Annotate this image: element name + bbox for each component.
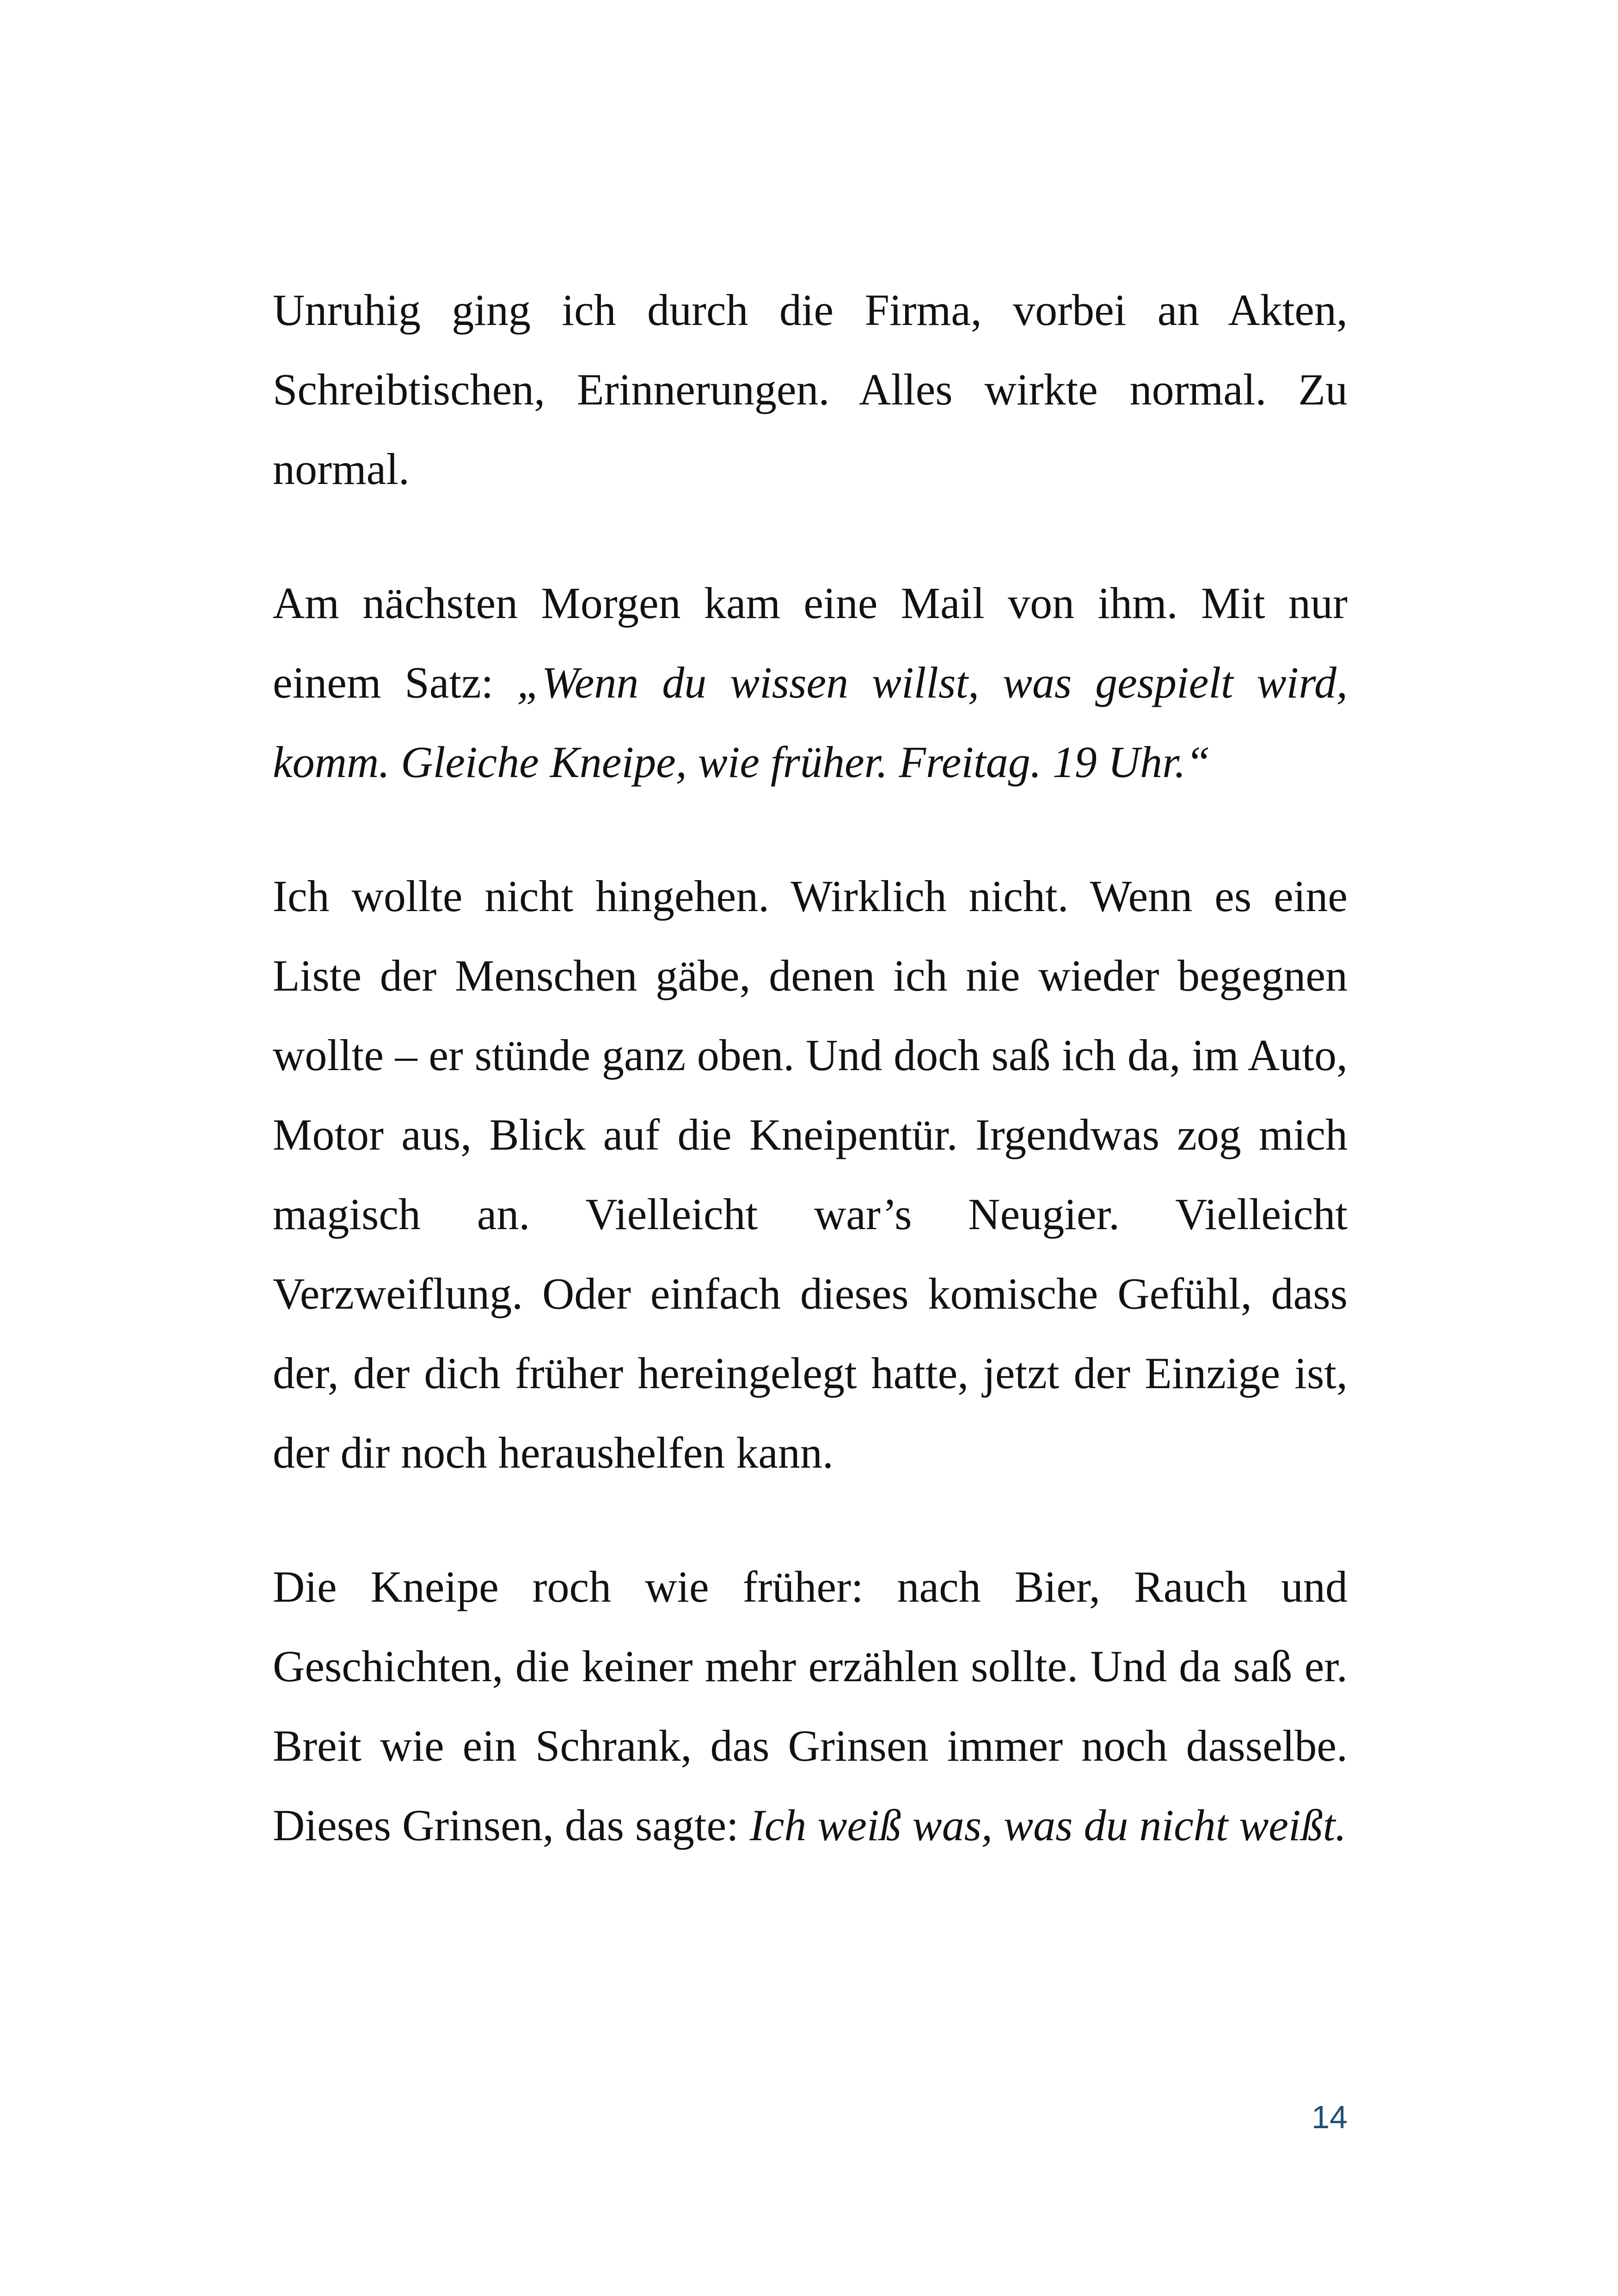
paragraph-4-italic: Ich weiß was, was du nicht weißt. [749,1800,1347,1850]
paragraph-3-text: Ich wollte nicht hingehen. Wirklich nicht. Wenn es eine Liste der Menschen gäbe, denen ich nie wieder begegnen wollte – er stünde ganz oben. Und doch saß ich da, im Auto, Motor aus, Blick auf die Kneipentür. Irgendwas zog mich magisch an. Vielleicht war’s Neugier. Vielleicht Verzweiflung. Oder einfach dieses komische Gefühl, dass der, der dich früher hereingelegt hatte, jetzt der Einzige ist, der dir noch heraushelfen kann. [273,871,1348,1477]
body-text [273,270,1348,1865]
paragraph-3 [273,857,1348,1493]
paragraph-2 [273,563,1348,802]
paragraph-2-text: Am nächsten Morgen kam eine Mail von ihm. Mit nur einem Satz: [273,578,1348,707]
paragraph-4-text: Die Kneipe roch wie früher: nach Bier, Rauch und Geschichten, die keiner mehr erzählen sollte. Und da saß er. Breit wie ein Schrank, das Grinsen immer noch dasselbe. Dieses Grinsen, das sagte: [273,1562,1348,1850]
paragraph-1-text: Unruhig ging ich durch die Firma, vorbei an Akten, Schreibtischen, Erinnerungen. Alles wirkte normal. Zu normal. [273,285,1348,494]
paragraph-2-quote: „Wenn du wissen willst, was gespielt wird, komm. Gleiche Kneipe, wie früher. Freitag. 19 Uhr.“ [273,658,1348,787]
paragraph-4 [273,1547,1348,1865]
page-number: 14 [1312,2099,1348,2135]
paragraph-1 [273,270,1348,509]
